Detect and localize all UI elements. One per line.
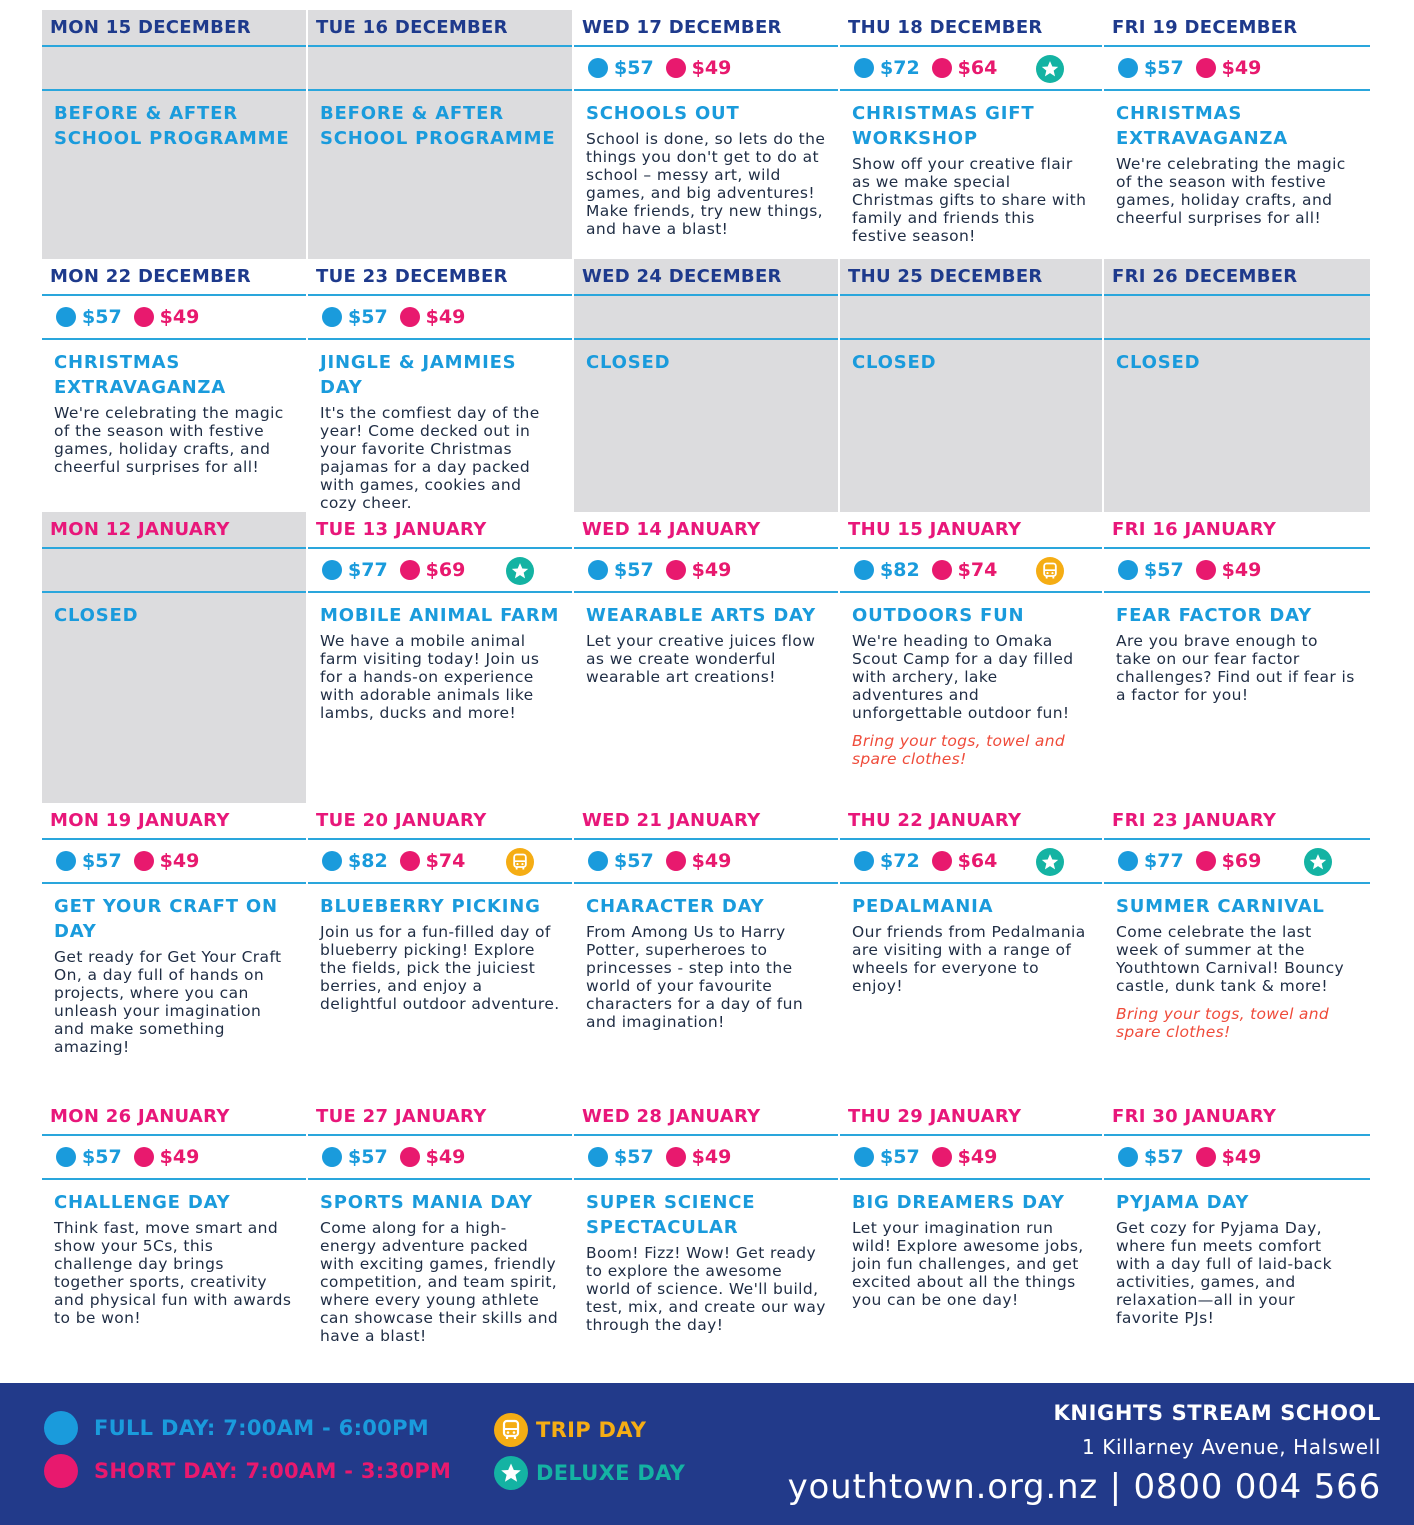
blue-dot-icon: [44, 1411, 78, 1445]
day-cell: [42, 10, 306, 259]
blue-dot-icon: [322, 560, 342, 580]
full-day-price: $57: [1144, 1146, 1184, 1168]
short-day-price: $49: [1221, 1146, 1262, 1168]
day-body: [574, 340, 838, 512]
price-row: [42, 840, 306, 884]
pink-dot-icon: [666, 1147, 686, 1167]
day-body: [574, 1180, 838, 1383]
day-date: THU 15 JANUARY: [840, 512, 1102, 549]
full-day-price: $82: [880, 559, 920, 581]
contact-line: youthtown.org.nz | 0800 004 566: [787, 1467, 1381, 1507]
blue-dot-icon: [1118, 851, 1138, 871]
school-name: KNIGHTS STREAM SCHOOL: [1053, 1401, 1381, 1425]
activity-title: BEFORE & AFTER SCHOOL PROGRAMME: [54, 103, 290, 149]
pink-dot-icon: [1196, 58, 1216, 78]
price-row: [1104, 1136, 1370, 1180]
price-row: [840, 1136, 1102, 1180]
blue-dot-icon: [1118, 560, 1138, 580]
day-date: THU 18 DECEMBER: [840, 10, 1102, 47]
price-row: [574, 840, 838, 884]
price-row: [840, 47, 1102, 91]
activity-description: Think fast, move smart and show your 5Cs, this challenge day brings together sports, creativity and physical fun with awards to be won!: [54, 1219, 292, 1327]
day-cell: [306, 10, 572, 259]
day-body: [574, 91, 838, 259]
activity-title: CHRISTMAS EXTRAVAGANZA: [54, 352, 227, 398]
price-row: [308, 549, 572, 593]
activity-title: PEDALMANIA: [852, 896, 994, 917]
activity-title: MOBILE ANIMAL FARM: [320, 605, 560, 626]
day-body: [42, 1180, 306, 1383]
blue-dot-icon: [56, 307, 76, 327]
activity-title: CHALLENGE DAY: [54, 1192, 231, 1213]
short-day-price: $49: [691, 57, 732, 79]
blue-dot-icon: [588, 560, 608, 580]
price-row: [574, 296, 838, 340]
day-body: [574, 593, 838, 803]
day-body: [574, 884, 838, 1099]
price-row: [308, 296, 572, 340]
blue-dot-icon: [854, 1147, 874, 1167]
pink-dot-icon: [932, 560, 952, 580]
activity-title: GET YOUR CRAFT ON DAY: [54, 896, 278, 942]
pink-dot-icon: [1196, 560, 1216, 580]
price-row: [1104, 47, 1370, 91]
day-date: TUE 13 JANUARY: [308, 512, 572, 549]
activity-title: FEAR FACTOR DAY: [1116, 605, 1312, 626]
day-date: TUE 27 JANUARY: [308, 1099, 572, 1136]
calendar-week: [42, 259, 1370, 512]
day-date: TUE 20 JANUARY: [308, 803, 572, 840]
day-date: THU 22 JANUARY: [840, 803, 1102, 840]
day-body: [840, 884, 1102, 1099]
pink-dot-icon: [1196, 1147, 1216, 1167]
day-cell: [572, 10, 838, 259]
short-day-price: $49: [425, 306, 466, 328]
activity-description: Boom! Fizz! Wow! Get ready to explore the awesome world of science. We'll build, test, mix, and create our way through the day!: [586, 1244, 826, 1334]
full-day-price: $77: [348, 559, 388, 581]
day-date: WED 21 JANUARY: [574, 803, 838, 840]
day-cell: [42, 259, 306, 512]
activity-title: SCHOOLS OUT: [586, 103, 740, 124]
day-cell: [838, 259, 1102, 512]
activity-description: Come along for a high-energy adventure packed with exciting games, friendly competition, and team spirit, where every young athlete can showcase their skills and have a blast!: [320, 1219, 559, 1345]
day-cell: [838, 803, 1102, 1099]
activity-description: Show off your creative flair as we make special Christmas gifts to share with family and friends this festive season!: [852, 155, 1087, 245]
activity-title: BLUEBERRY PICKING: [320, 896, 541, 917]
pink-dot-icon: [666, 851, 686, 871]
short-day-price: $69: [425, 559, 466, 581]
day-date: THU 29 JANUARY: [840, 1099, 1102, 1136]
full-day-price: $82: [348, 850, 388, 872]
activity-title: CHRISTMAS GIFT WORKSHOP: [852, 103, 1035, 149]
day-body: [308, 91, 572, 259]
day-body: [308, 1180, 572, 1383]
blue-dot-icon: [854, 560, 874, 580]
day-date: WED 28 JANUARY: [574, 1099, 838, 1136]
short-day-price: $69: [1221, 850, 1262, 872]
activity-title: OUTDOORS FUN: [852, 605, 1025, 626]
activity-description: We're celebrating the magic of the season with festive games, holiday crafts, and cheerful surprises for all!: [1116, 155, 1346, 227]
day-date: WED 14 JANUARY: [574, 512, 838, 549]
pink-dot-icon: [134, 1147, 154, 1167]
day-date: TUE 16 DECEMBER: [308, 10, 572, 47]
day-date: WED 17 DECEMBER: [574, 10, 838, 47]
activity-description: From Among Us to Harry Potter, superheroes to princesses - step into the world of your favourite characters for a day of fun and imagination!: [586, 923, 804, 1031]
day-body: [1104, 884, 1370, 1099]
activity-title: CHARACTER DAY: [586, 896, 765, 917]
day-cell: [838, 1099, 1102, 1383]
blue-dot-icon: [322, 851, 342, 871]
short-day-price: $49: [691, 1146, 732, 1168]
activity-title: JINGLE & JAMMIES DAY: [320, 352, 517, 398]
day-cell: [572, 803, 838, 1099]
activity-description: We're celebrating the magic of the season with festive games, holiday crafts, and cheerful surprises for all!: [54, 404, 284, 476]
day-body: [42, 593, 306, 803]
price-row: [42, 296, 306, 340]
day-cell: [306, 512, 572, 803]
day-cell: [306, 1099, 572, 1383]
short-day-price: $49: [1221, 57, 1262, 79]
short-day-price: $49: [159, 1146, 200, 1168]
day-cell: [1102, 259, 1370, 512]
activity-description: Get ready for Get Your Craft On, a day full of hands on projects, where you can unleash your imagination and make something amazing!: [54, 948, 282, 1056]
school-address: 1 Killarney Avenue, Halswell: [1081, 1435, 1381, 1459]
activity-note: Bring your togs, towel and spare clothes!: [852, 732, 1065, 768]
day-cell: [1102, 10, 1370, 259]
blue-dot-icon: [588, 58, 608, 78]
blue-dot-icon: [1118, 58, 1138, 78]
price-row: [308, 47, 572, 91]
activity-description: Get cozy for Pyjama Day, where fun meets comfort with a day full of laid-back activities, games, and relaxation—all in your favorite PJs!: [1116, 1219, 1332, 1327]
full-day-price: $57: [614, 1146, 654, 1168]
full-day-price: $72: [880, 57, 920, 79]
short-day-price: $49: [159, 306, 200, 328]
calendar-week: [42, 512, 1370, 803]
legend-short-day: [44, 1454, 451, 1488]
day-body: [308, 593, 572, 803]
blue-dot-icon: [588, 851, 608, 871]
short-day-price: $49: [691, 850, 732, 872]
legend-deluxe-day-label: DELUXE DAY: [536, 1461, 686, 1485]
price-row: [308, 1136, 572, 1180]
price-row: [840, 840, 1102, 884]
day-cell: [1102, 803, 1370, 1099]
legend-full-day-label: FULL DAY: 7:00AM - 6:00PM: [94, 1416, 429, 1440]
pink-dot-icon: [400, 1147, 420, 1167]
full-day-price: $57: [82, 1146, 122, 1168]
day-date: MON 22 DECEMBER: [42, 259, 306, 296]
activity-description: We have a mobile animal farm visiting today! Join us for a hands-on experience with adorable animals like lambs, ducks and more!: [320, 632, 540, 722]
activity-description: Let your imagination run wild! Explore awesome jobs, join fun challenges, and get excited about all the things you can be one day!: [852, 1219, 1084, 1309]
full-day-price: $72: [880, 850, 920, 872]
day-body: [42, 340, 306, 512]
pink-dot-icon: [932, 1147, 952, 1167]
day-date: FRI 19 DECEMBER: [1104, 10, 1370, 47]
star-icon: [1036, 848, 1064, 876]
pink-dot-icon: [666, 58, 686, 78]
price-row: [840, 549, 1102, 593]
price-row: [1104, 296, 1370, 340]
day-body: [840, 340, 1102, 512]
short-day-price: $64: [957, 850, 998, 872]
full-day-price: $77: [1144, 850, 1184, 872]
day-cell: [838, 10, 1102, 259]
legend-trip-day: [494, 1413, 646, 1447]
price-row: [308, 840, 572, 884]
school-info: [788, 1401, 1381, 1507]
star-icon: [506, 557, 534, 585]
day-date: FRI 23 JANUARY: [1104, 803, 1370, 840]
full-day-price: $57: [348, 306, 388, 328]
day-body: [840, 593, 1102, 803]
day-cell: [1102, 1099, 1370, 1383]
day-body: [840, 1180, 1102, 1383]
day-date: FRI 16 JANUARY: [1104, 512, 1370, 549]
price-row: [42, 549, 306, 593]
day-body: [1104, 91, 1370, 259]
legend-deluxe-day: [494, 1456, 685, 1490]
short-day-price: $49: [159, 850, 200, 872]
full-day-price: $57: [614, 57, 654, 79]
day-cell: [42, 1099, 306, 1383]
blue-dot-icon: [588, 1147, 608, 1167]
pink-dot-icon: [400, 851, 420, 871]
activity-title: CLOSED: [54, 605, 139, 626]
bus-icon: [506, 848, 534, 876]
pink-dot-icon: [134, 851, 154, 871]
day-cell: [838, 512, 1102, 803]
day-cell: [1102, 512, 1370, 803]
pink-dot-icon: [932, 58, 952, 78]
activity-description: Our friends from Pedalmania are visiting with a range of wheels for everyone to enjoy!: [852, 923, 1086, 995]
day-date: MON 15 DECEMBER: [42, 10, 306, 47]
price-row: [574, 549, 838, 593]
day-date: MON 19 JANUARY: [42, 803, 306, 840]
short-day-price: $74: [425, 850, 466, 872]
legend-full-day: [44, 1411, 429, 1445]
full-day-price: $57: [82, 306, 122, 328]
day-date: THU 25 DECEMBER: [840, 259, 1102, 296]
activity-title: SPORTS MANIA DAY: [320, 1192, 533, 1213]
pink-dot-icon: [1196, 851, 1216, 871]
day-cell: [306, 803, 572, 1099]
full-day-price: $57: [880, 1146, 920, 1168]
pink-dot-icon: [932, 851, 952, 871]
blue-dot-icon: [322, 1147, 342, 1167]
activity-title: WEARABLE ARTS DAY: [586, 605, 816, 626]
activity-title: BEFORE & AFTER SCHOOL PROGRAMME: [320, 103, 556, 149]
day-cell: [306, 259, 572, 512]
day-cell: [42, 512, 306, 803]
star-icon: [1036, 55, 1064, 83]
pink-dot-icon: [44, 1454, 78, 1488]
blue-dot-icon: [56, 851, 76, 871]
legend-trip-day-label: TRIP DAY: [536, 1418, 647, 1442]
day-date: MON 26 JANUARY: [42, 1099, 306, 1136]
day-date: FRI 26 DECEMBER: [1104, 259, 1370, 296]
full-day-price: $57: [82, 850, 122, 872]
activity-title: SUPER SCIENCE SPECTACULAR: [586, 1192, 756, 1238]
day-cell: [42, 803, 306, 1099]
star-icon: [494, 1456, 528, 1490]
bus-icon: [494, 1413, 528, 1447]
day-cell: [572, 512, 838, 803]
activity-description: School is done, so lets do the things you don't get to do at school – messy art, wild games, and big adventures! Make friends, try new things, and have a blast!: [586, 130, 826, 238]
full-day-price: $57: [614, 850, 654, 872]
price-row: [1104, 840, 1370, 884]
legend-short-day-label: SHORT DAY: 7:00AM - 3:30PM: [94, 1459, 452, 1483]
day-cell: [572, 259, 838, 512]
price-row: [42, 1136, 306, 1180]
blue-dot-icon: [854, 58, 874, 78]
activity-title: SUMMER CARNIVAL: [1116, 896, 1325, 917]
day-date: WED 24 DECEMBER: [574, 259, 838, 296]
price-row: [574, 47, 838, 91]
day-date: FRI 30 JANUARY: [1104, 1099, 1370, 1136]
blue-dot-icon: [56, 1147, 76, 1167]
activity-title: CLOSED: [586, 352, 671, 373]
day-body: [308, 340, 572, 512]
bus-icon: [1036, 557, 1064, 585]
price-row: [1104, 549, 1370, 593]
day-date: TUE 23 DECEMBER: [308, 259, 572, 296]
pink-dot-icon: [134, 307, 154, 327]
pink-dot-icon: [666, 560, 686, 580]
full-day-price: $57: [1144, 57, 1184, 79]
calendar-week: [42, 803, 1370, 1099]
activity-description: It's the comfiest day of the year! Come decked out in your favorite Christmas pajamas for a day packed with games, cookies and cozy cheer.: [320, 404, 540, 512]
day-body: [1104, 1180, 1370, 1383]
short-day-price: $49: [425, 1146, 466, 1168]
price-row: [840, 296, 1102, 340]
blue-dot-icon: [322, 307, 342, 327]
short-day-price: $64: [957, 57, 998, 79]
day-body: [1104, 340, 1370, 512]
calendar-grid: [42, 10, 1370, 1383]
star-icon: [1304, 848, 1332, 876]
activity-note: Bring your togs, towel and spare clothes!: [1116, 1005, 1329, 1041]
full-day-price: $57: [348, 1146, 388, 1168]
calendar-week: [42, 10, 1370, 259]
activity-title: CHRISTMAS EXTRAVAGANZA: [1116, 103, 1289, 149]
activity-title: CLOSED: [852, 352, 937, 373]
blue-dot-icon: [854, 851, 874, 871]
activity-title: CLOSED: [1116, 352, 1201, 373]
activity-description: Let your creative juices flow as we create wonderful wearable art creations!: [586, 632, 816, 686]
short-day-price: $49: [957, 1146, 998, 1168]
activity-description: Join us for a fun-filled day of blueberry picking! Explore the fields, pick the juiciest berries, and enjoy a delightful outdoor adventure.: [320, 923, 560, 1013]
day-body: [1104, 593, 1370, 803]
blue-dot-icon: [1118, 1147, 1138, 1167]
activity-description: Are you brave enough to take on our fear factor challenges? Find out if fear is a factor for you!: [1116, 632, 1355, 704]
full-day-price: $57: [614, 559, 654, 581]
pink-dot-icon: [400, 307, 420, 327]
short-day-price: $49: [691, 559, 732, 581]
day-date: MON 12 JANUARY: [42, 512, 306, 549]
short-day-price: $49: [1221, 559, 1262, 581]
price-row: [574, 1136, 838, 1180]
day-cell: [572, 1099, 838, 1383]
day-body: [840, 91, 1102, 259]
activity-description: Come celebrate the last week of summer at the Youthtown Carnival! Bouncy castle, dunk tank & more!: [1116, 923, 1345, 995]
activity-title: PYJAMA DAY: [1116, 1192, 1250, 1213]
price-row: [42, 47, 306, 91]
activity-title: BIG DREAMERS DAY: [852, 1192, 1065, 1213]
day-body: [42, 884, 306, 1099]
footer: [0, 1383, 1414, 1525]
calendar-week: [42, 1099, 1370, 1383]
day-body: [42, 91, 306, 259]
activity-description: We're heading to Omaka Scout Camp for a day filled with archery, lake adventures and unforgettable outdoor fun!: [852, 632, 1074, 722]
full-day-price: $57: [1144, 559, 1184, 581]
day-body: [308, 884, 572, 1099]
pink-dot-icon: [400, 560, 420, 580]
short-day-price: $74: [957, 559, 998, 581]
